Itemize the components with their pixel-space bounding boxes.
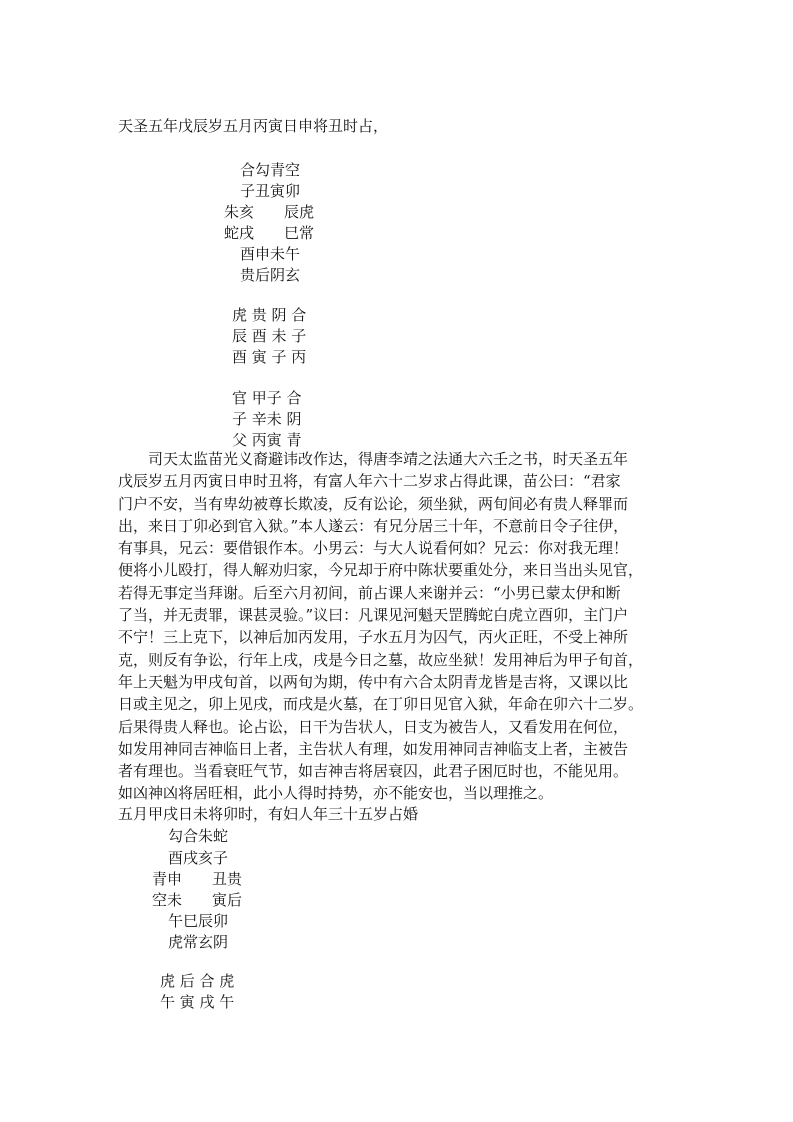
commentary-line: 司天太监苗光义裔避讳改作达，得唐李靖之法通大六壬之书，时天圣五年 xyxy=(118,450,629,468)
case1-plate-row: 蛇戌 巳常 xyxy=(224,224,315,242)
commentary-line: 如凶神凶将居旺相，此小人得时持势，亦不能安也，当以理推之。 xyxy=(118,784,554,803)
commentary-line: 门户不安，当有卑幼被尊长欺凌，反有讼论，须坐狱，两旬间必有贵人释罪而 xyxy=(118,494,629,513)
commentary-line: 若得无事定当拜谢。后至六月初间，前占课人来谢并云：“小男已蒙太伊和断 xyxy=(118,583,621,602)
case1-lesson-row: 辰 酉 未 子 xyxy=(232,327,307,345)
case2-lesson-row: 虎 后 合 虎 xyxy=(160,972,235,990)
case1-plate-row: 贵后阴玄 xyxy=(240,266,301,284)
case2-heading: 五月甲戌日未将卯时，有妇人年三十五岁占婚 xyxy=(118,805,419,823)
commentary-line: 如发用神同吉神临日上者，主告状人有理，如发用神同吉神临支上者，主被告 xyxy=(118,739,629,758)
case1-lesson-row: 酉 寅 子 丙 xyxy=(232,348,307,366)
commentary-line: 后果得贵人释也。论占讼，日干为告状人，日支为被告人，又看发用在何位， xyxy=(118,717,629,736)
commentary-line: 戊辰岁五月丙寅日申时丑将，有富人年六十二岁求占得此课，苗公曰：“君家 xyxy=(118,472,621,491)
case2-plate-row: 勾合朱蛇 xyxy=(168,827,229,845)
case2-plate-row: 空未 寅后 xyxy=(152,891,243,909)
commentary-line: 克，则反有争讼，行年上戌，戌是今日之墓，故应坐狱！发用神后为甲子旬首， xyxy=(118,650,644,669)
commentary-line: 日或主见之，卯上见戌，而戌是火墓，在丁卯日见官入狱，年命在卯六十二岁。 xyxy=(118,695,644,714)
commentary-line: 年上天魁为甲戌旬首，以两旬为期，传中有六合太阴青龙皆是吉将，又课以比 xyxy=(118,672,629,691)
case1-plate-row: 合勾青空 xyxy=(240,161,301,179)
case1-transmission-row: 官 甲子 合 xyxy=(232,389,302,407)
case1-transmission-row: 父 丙寅 青 xyxy=(232,431,302,449)
commentary-line: 有事具，兄云：要借银作本。小男云：与大人说看何如？兄云：你对我无理！ xyxy=(118,539,629,558)
case1-heading: 天圣五年戊辰岁五月丙寅日申将丑时占， xyxy=(118,117,389,135)
case2-lesson-row: 午 寅 戌 午 xyxy=(160,993,235,1011)
commentary-line: 便将小儿殴打，得人解劝归家，今兄却于府中陈状要重处分，来日当出头见官， xyxy=(118,561,644,580)
case1-plate-row: 朱亥 辰虎 xyxy=(224,203,315,221)
case1-transmission-row: 子 辛未 阴 xyxy=(232,410,302,428)
case2-plate-row: 午巳辰卯 xyxy=(168,912,229,930)
case2-plate-row: 酉戌亥子 xyxy=(168,849,229,867)
case1-commentary xyxy=(118,448,678,805)
commentary-line: 不宁！三上克下，以神后加丙发用，子水五月为囚气，丙火正旺，不受上神所 xyxy=(118,628,629,647)
case1-plate-row: 酉申未午 xyxy=(240,245,301,263)
case2-plate-row: 青申 丑贵 xyxy=(152,870,243,888)
case1-plate-row: 子丑寅卯 xyxy=(240,182,301,200)
commentary-line: 了当，并无责罪，课甚灵验。”议曰：凡课见河魁天罡腾蛇白虎立酉卯，主门户 xyxy=(118,606,629,625)
case2-plate-row: 虎常玄阴 xyxy=(168,933,229,951)
commentary-line: 出，来日丁卯必到官入狱。”本人遂云：有兄分居三十年，不意前日令子往伊， xyxy=(118,516,629,535)
commentary-line: 者有理也。当看衰旺气节，如吉神吉将居衰囚，此君子困厄时也，不能见用。 xyxy=(118,762,629,781)
case1-lesson-row: 虎 贵 阴 合 xyxy=(232,306,307,324)
